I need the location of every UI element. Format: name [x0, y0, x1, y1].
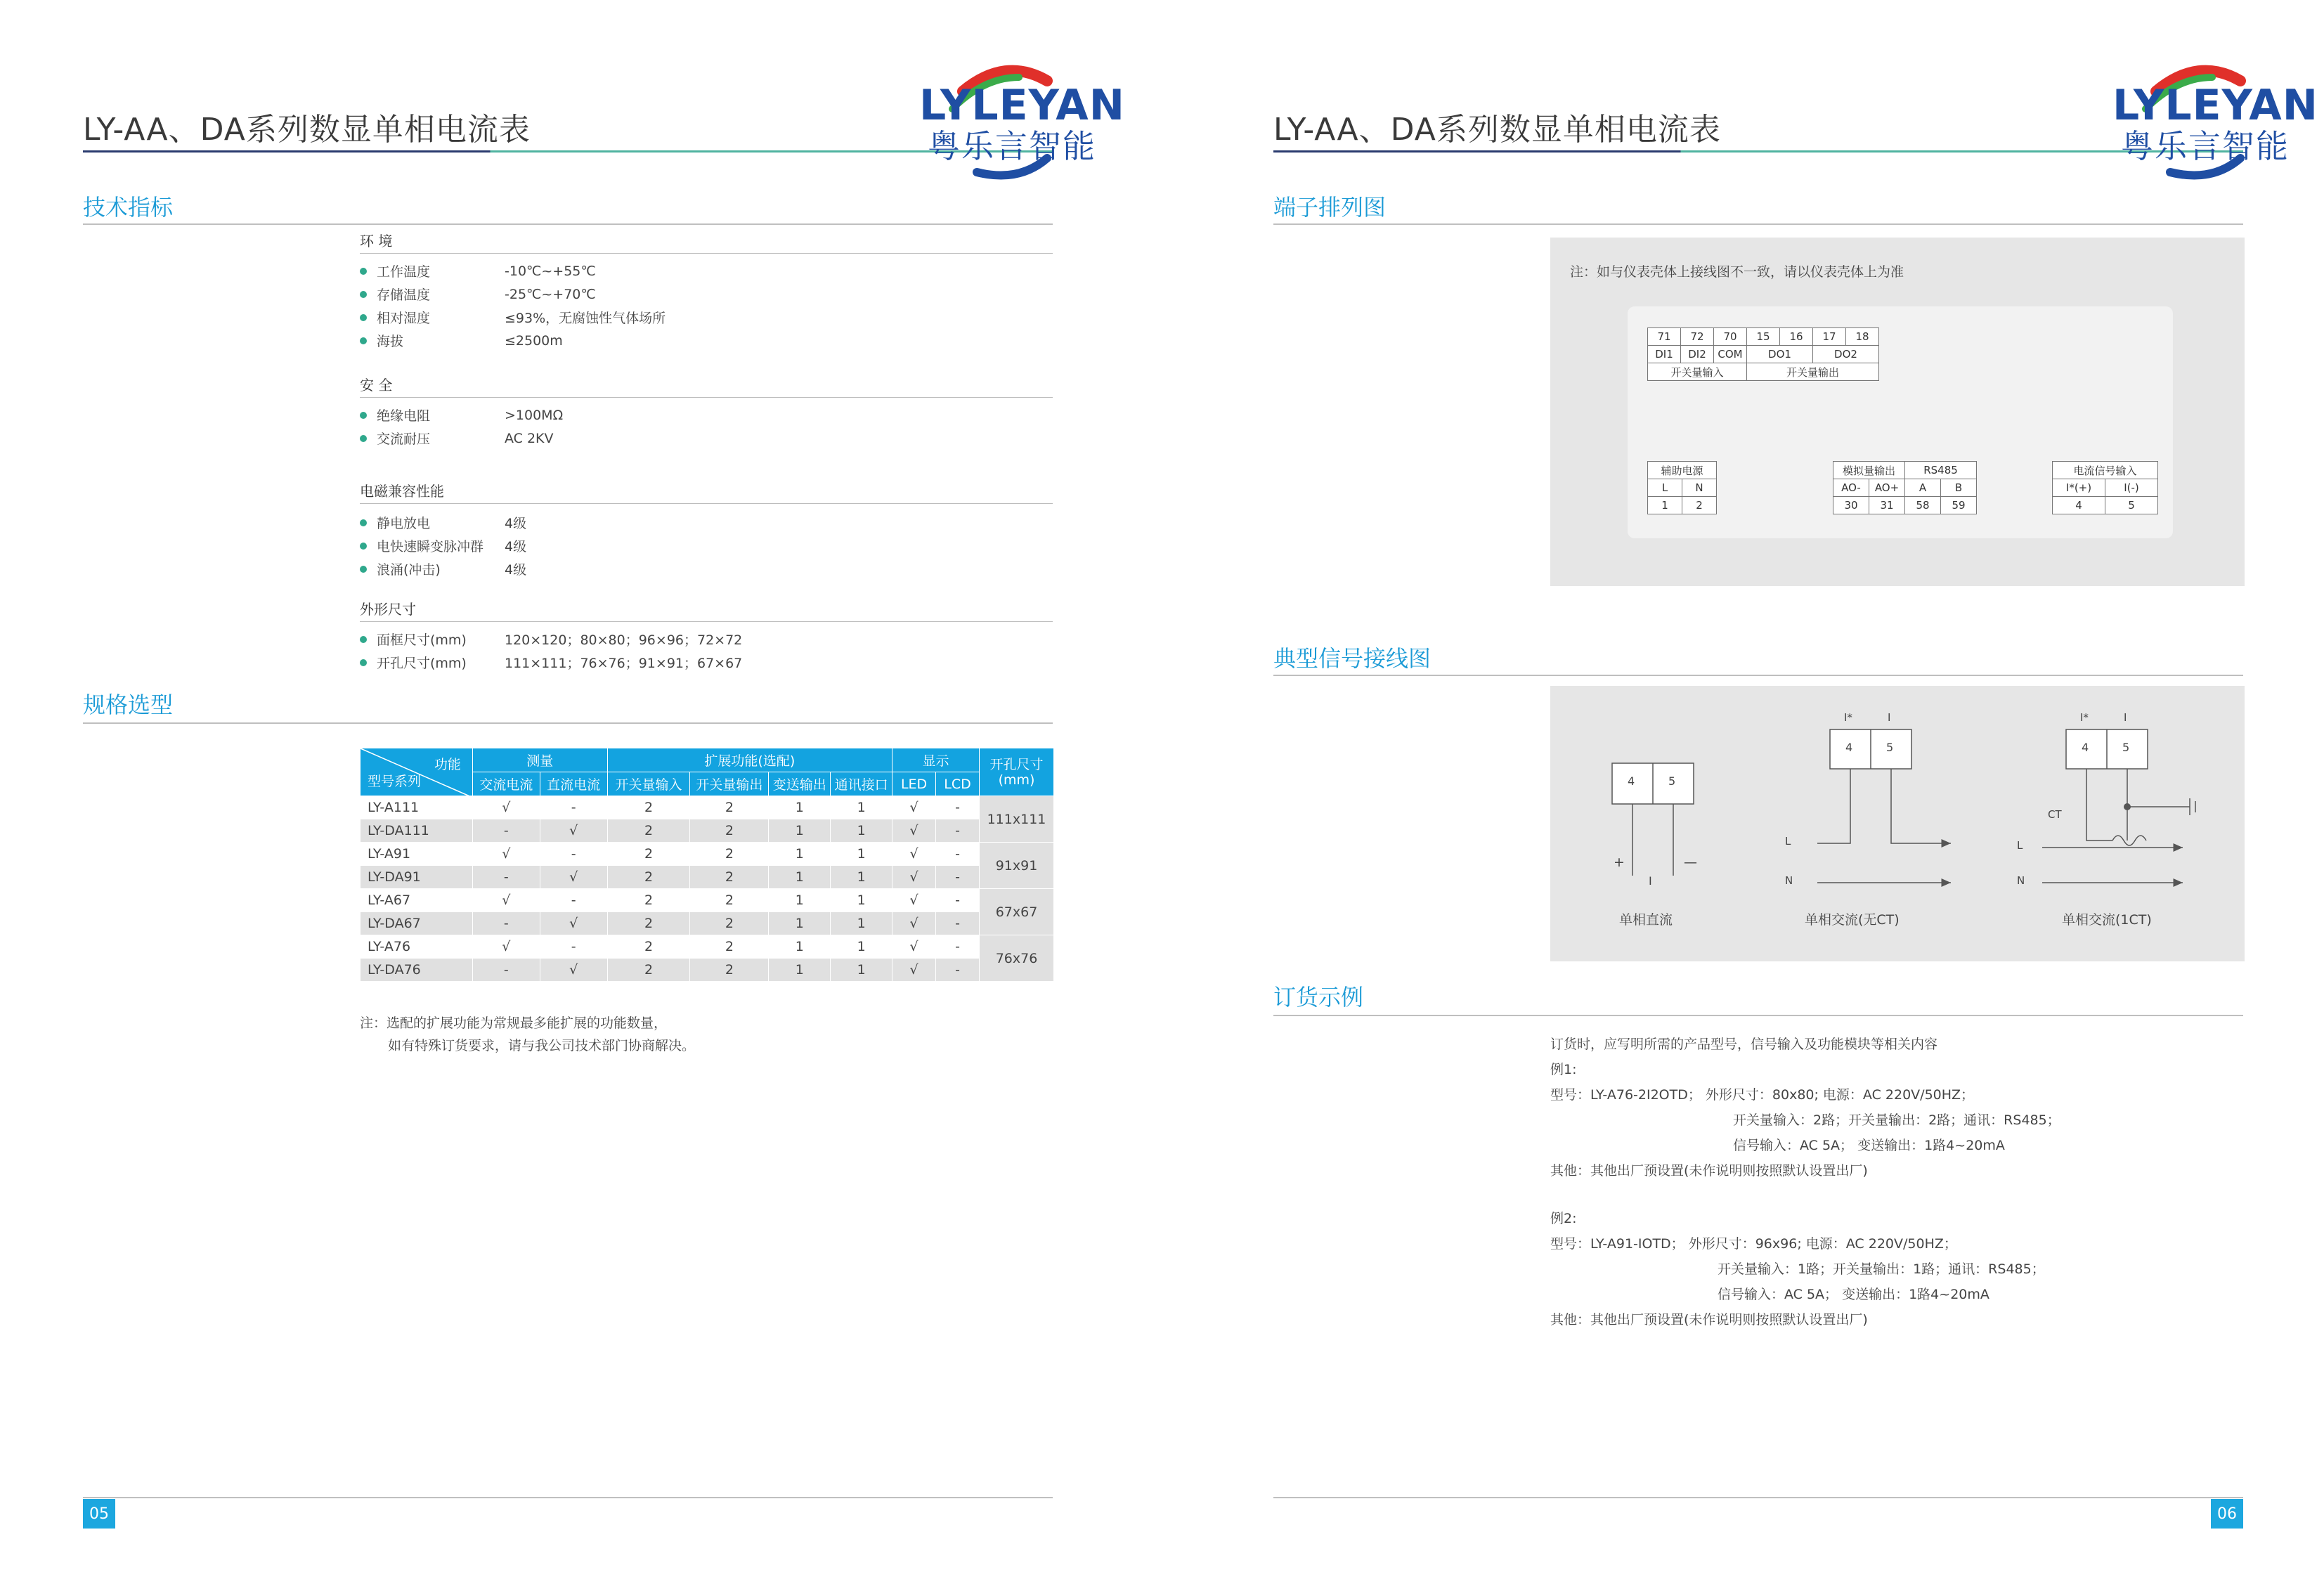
- table-cell: -: [936, 796, 980, 819]
- table-cell: -: [936, 866, 980, 889]
- diag1-minus: —: [1684, 855, 1697, 870]
- order-intro: 订货时，应写明所需的产品型号，信号输入及功能模块等相关内容: [1550, 1037, 1938, 1052]
- logo-text-cn: 粤乐言智能: [928, 127, 1096, 165]
- table-cell: 2: [607, 935, 690, 959]
- diag3-n: N: [2017, 874, 2025, 887]
- spec-row: 海拔 ≤2500m: [360, 329, 1053, 352]
- diag3-terminal-5: 5: [2122, 741, 2130, 754]
- table-cell: √: [892, 935, 936, 959]
- diag2-l: L: [1785, 835, 1791, 848]
- diag2-label: 单相交流(无CT): [1805, 912, 1900, 928]
- subheader: 直流电流: [540, 772, 607, 796]
- spec-row: 存储温度 -25℃~+70℃: [360, 283, 1053, 306]
- diag2-i-star: I*: [1844, 711, 1852, 724]
- table-cell: 2: [607, 843, 690, 866]
- cutout-size-cell: 67x67: [979, 889, 1053, 935]
- terminal-block-current-input: 电流信号输入 I*(+) I(-) 4 5: [2052, 461, 2158, 514]
- diag3-terminal-4: 4: [2082, 741, 2089, 754]
- spec-group-title: 环 境: [360, 233, 393, 249]
- table-cell: 2: [607, 796, 690, 819]
- table-cell: -: [936, 912, 980, 935]
- order-heading-line: [1273, 1015, 2243, 1016]
- terminal-note: 注：如与仪表壳体上接线图不一致，请以仪表壳体上为准: [1570, 264, 1904, 280]
- table-cell: √: [540, 819, 607, 843]
- spec-row: 开孔尺寸(mm) 111×111；76×76；91×91；67×67: [360, 651, 1053, 674]
- order-heading: 订货示例: [1273, 984, 1364, 1011]
- table-cell: 1: [769, 843, 831, 866]
- terminal-diagram-panel: [1550, 238, 2245, 586]
- table-cell: 1: [769, 866, 831, 889]
- diag2-i: I: [1888, 711, 1891, 724]
- table-cell: 2: [690, 819, 769, 843]
- table-cell: √: [540, 959, 607, 982]
- table-cell: -: [936, 843, 980, 866]
- table-cell: 1: [769, 796, 831, 819]
- subheader: 开关量输出: [690, 772, 769, 796]
- left-logo: [914, 42, 1125, 183]
- right-page-number: 06: [2211, 1499, 2243, 1529]
- terminal-heading: 端子排列图: [1273, 194, 1387, 221]
- table-cell: -: [472, 866, 540, 889]
- spec-row: 静电放电 4级: [360, 511, 1053, 534]
- table-cell: 1: [831, 912, 892, 935]
- table-cell: 2: [690, 889, 769, 912]
- left-page-number: 05: [83, 1499, 115, 1529]
- spec-row: 面框尺寸(mm) 120×120；80×80；96×96；72×72: [360, 628, 1053, 651]
- wiring-heading-line: [1273, 675, 2243, 676]
- logo-text-en: LYLEYAN: [2112, 81, 2318, 130]
- diag3-l: L: [2017, 839, 2023, 852]
- diag1-label: 单相直流: [1619, 912, 1673, 928]
- table-cell: 2: [690, 912, 769, 935]
- terminal-inner-panel: [1628, 306, 2173, 538]
- spec-group-title: 电磁兼容性能: [360, 483, 444, 500]
- terminal-block-aux-power: 辅助电源 L N 1 2: [1647, 461, 1717, 514]
- table-cell: 2: [607, 912, 690, 935]
- model-cell: LY-A91: [361, 843, 473, 866]
- table-row: [361, 819, 1054, 843]
- table-cell: 1: [769, 935, 831, 959]
- selection-table: [360, 748, 1054, 982]
- model-cell: LY-DA91: [361, 866, 473, 889]
- spec-row: 工作温度 -10℃~+55℃: [360, 259, 1053, 283]
- spec-row: 电快速瞬变脉冲群 4级: [360, 534, 1053, 557]
- model-cell: LY-A111: [361, 796, 473, 819]
- selection-heading-line: [83, 722, 1053, 724]
- spec-row: 绝缘电阻 >100MΩ: [360, 403, 1053, 427]
- table-cell: -: [936, 959, 980, 982]
- table-cell: √: [472, 935, 540, 959]
- right-page-title: LY-AA、DA系列数显单相电流表: [1273, 112, 1721, 148]
- table-cell: 1: [769, 889, 831, 912]
- subheader: 通讯接口: [831, 772, 892, 796]
- left-page-title: LY-AA、DA系列数显单相电流表: [83, 112, 531, 148]
- model-cell: LY-A67: [361, 889, 473, 912]
- table-cell: 1: [831, 959, 892, 982]
- diag3-label: 单相交流(1CT): [2062, 912, 2152, 928]
- table-cell: 1: [769, 912, 831, 935]
- table-cell: √: [892, 912, 936, 935]
- table-row: [361, 796, 1054, 819]
- diag1-terminal-4: 4: [1628, 774, 1635, 788]
- diag1-terminal-5: 5: [1668, 774, 1676, 788]
- subheader: 变送输出: [769, 772, 831, 796]
- header-measure: 测量: [472, 748, 607, 772]
- wiring-diagram-panel: [1550, 686, 2245, 961]
- table-cell: 2: [690, 959, 769, 982]
- table-cell: 1: [831, 866, 892, 889]
- table-cell: √: [892, 959, 936, 982]
- table-cell: -: [472, 912, 540, 935]
- header-cutout-size: 开孔尺寸 (mm): [979, 748, 1053, 796]
- table-row: [361, 843, 1054, 866]
- diag1-plus: +: [1614, 855, 1625, 870]
- table-cell: -: [540, 935, 607, 959]
- table-cell: √: [540, 866, 607, 889]
- table-cell: 2: [607, 819, 690, 843]
- table-cell: -: [472, 959, 540, 982]
- selection-heading: 规格选型: [83, 692, 174, 718]
- table-cell: -: [472, 819, 540, 843]
- table-cell: 2: [607, 866, 690, 889]
- spec-row: 浪涌(冲击) 4级: [360, 557, 1053, 580]
- diag3-ct: CT: [2048, 808, 2062, 821]
- subheader: LED: [892, 772, 936, 796]
- cutout-size-cell: 76x76: [979, 935, 1053, 982]
- table-cell: 2: [690, 796, 769, 819]
- diag1-i: I: [1649, 874, 1652, 888]
- model-cell: LY-DA111: [361, 819, 473, 843]
- right-footer-line: [1273, 1497, 2243, 1498]
- terminal-block-analog-rs485: 模拟量输出 RS485 AO- AO+ A B 30 31 58 59: [1833, 461, 1977, 514]
- order-examples: 订货时，应写明所需的产品型号，信号输入及功能模块等相关内容 例1: 型号：LY-A76-2I2OTD； 外形尺寸：80x80; 电源：AC 220V/50HZ； 开关量输入：2路；开关量输出：2路；通讯：RS485； 信号输入：AC 5A； 变送输出：1路4~20mA 其他：其他出厂预设置(未作说明则按照默认设置出厂) 例2: 型号：LY-A91-IOTD； 外形尺寸：96x96; 电源：AC 220V/50HZ； 开关量输入：1路；开关量输出：1路；通讯：RS485； 信号输入：AC 5A； 变送输出：1路4~20mA 其他：其他出厂预设置(未作说明则按照默认设置出厂): [1550, 1032, 2239, 1332]
- table-cell: √: [472, 843, 540, 866]
- table-cell: √: [472, 796, 540, 819]
- model-cell: LY-DA76: [361, 959, 473, 982]
- table-cell: 2: [607, 889, 690, 912]
- table-cell: -: [936, 889, 980, 912]
- table-cell: 1: [831, 819, 892, 843]
- header-extension: 扩展功能(选配): [607, 748, 892, 772]
- subheader: 开关量输入: [607, 772, 690, 796]
- table-cell: √: [892, 889, 936, 912]
- table-cell: 2: [690, 843, 769, 866]
- spec-row: 相对湿度 ≤93%，无腐蚀性气体场所: [360, 306, 1053, 329]
- tech-heading-line: [83, 223, 1053, 225]
- selection-note: 注：选配的扩展功能为常规最多能扩展的功能数量， 如有特殊订货要求，请与我公司技术部门协商解决。: [360, 1015, 696, 1053]
- table-row: [361, 912, 1054, 935]
- spec-row: 交流耐压 AC 2KV: [360, 427, 1053, 450]
- table-corner-cell: 功能 型号系列: [361, 748, 473, 796]
- header-display: 显示: [892, 748, 980, 772]
- diag2-terminal-4: 4: [1845, 741, 1853, 754]
- table-cell: -: [936, 819, 980, 843]
- table-cell: 1: [831, 889, 892, 912]
- cutout-size-cell: 111x111: [979, 796, 1053, 843]
- table-cell: -: [540, 843, 607, 866]
- diag2-n: N: [1785, 874, 1793, 887]
- table-cell: 2: [690, 935, 769, 959]
- cutout-size-cell: 91x91: [979, 843, 1053, 889]
- subheader: 交流电流: [472, 772, 540, 796]
- table-row: [361, 889, 1054, 912]
- tech-spec-list: [360, 229, 1053, 674]
- table-cell: 1: [831, 935, 892, 959]
- tech-heading: 技术指标: [83, 194, 174, 221]
- table-cell: √: [540, 912, 607, 935]
- table-cell: √: [472, 889, 540, 912]
- table-cell: √: [892, 843, 936, 866]
- terminal-block-switch: 71 72 70 15 16 17 18 DI1 DI2 COM DO1 DO2 开关量输入 开关量输出: [1647, 327, 1879, 381]
- table-cell: -: [540, 889, 607, 912]
- diag2-terminal-5: 5: [1886, 741, 1894, 754]
- table-row: [361, 959, 1054, 982]
- table-cell: 1: [769, 959, 831, 982]
- table-cell: 2: [690, 866, 769, 889]
- logo-text-en: LYLEYAN: [919, 81, 1125, 130]
- model-cell: LY-A76: [361, 935, 473, 959]
- table-cell: 1: [831, 796, 892, 819]
- left-title-underline: [83, 150, 1053, 152]
- table-cell: -: [540, 796, 607, 819]
- table-cell: 2: [607, 959, 690, 982]
- diag3-i-star: I*: [2080, 711, 2089, 724]
- diag3-i: I: [2124, 711, 2127, 724]
- spec-group-title: 安 全: [360, 377, 393, 394]
- wiring-heading: 典型信号接线图: [1273, 645, 1432, 672]
- subheader: LCD: [936, 772, 980, 796]
- table-cell: √: [892, 819, 936, 843]
- table-row: [361, 866, 1054, 889]
- right-title-underline: [1273, 150, 2243, 152]
- spec-group-title: 外形尺寸: [360, 601, 416, 618]
- order-example1-title: 例1:: [1550, 1062, 1577, 1077]
- table-cell: √: [892, 796, 936, 819]
- left-footer-line: [83, 1497, 1053, 1498]
- table-cell: √: [892, 866, 936, 889]
- right-logo: [2107, 42, 2318, 183]
- model-cell: LY-DA67: [361, 912, 473, 935]
- terminal-heading-line: [1273, 223, 2243, 225]
- table-row: [361, 935, 1054, 959]
- table-cell: 1: [769, 819, 831, 843]
- table-cell: -: [936, 935, 980, 959]
- logo-text-cn: 粤乐言智能: [2121, 127, 2290, 165]
- table-cell: 1: [831, 843, 892, 866]
- order-example2-title: 例2:: [1550, 1211, 1577, 1226]
